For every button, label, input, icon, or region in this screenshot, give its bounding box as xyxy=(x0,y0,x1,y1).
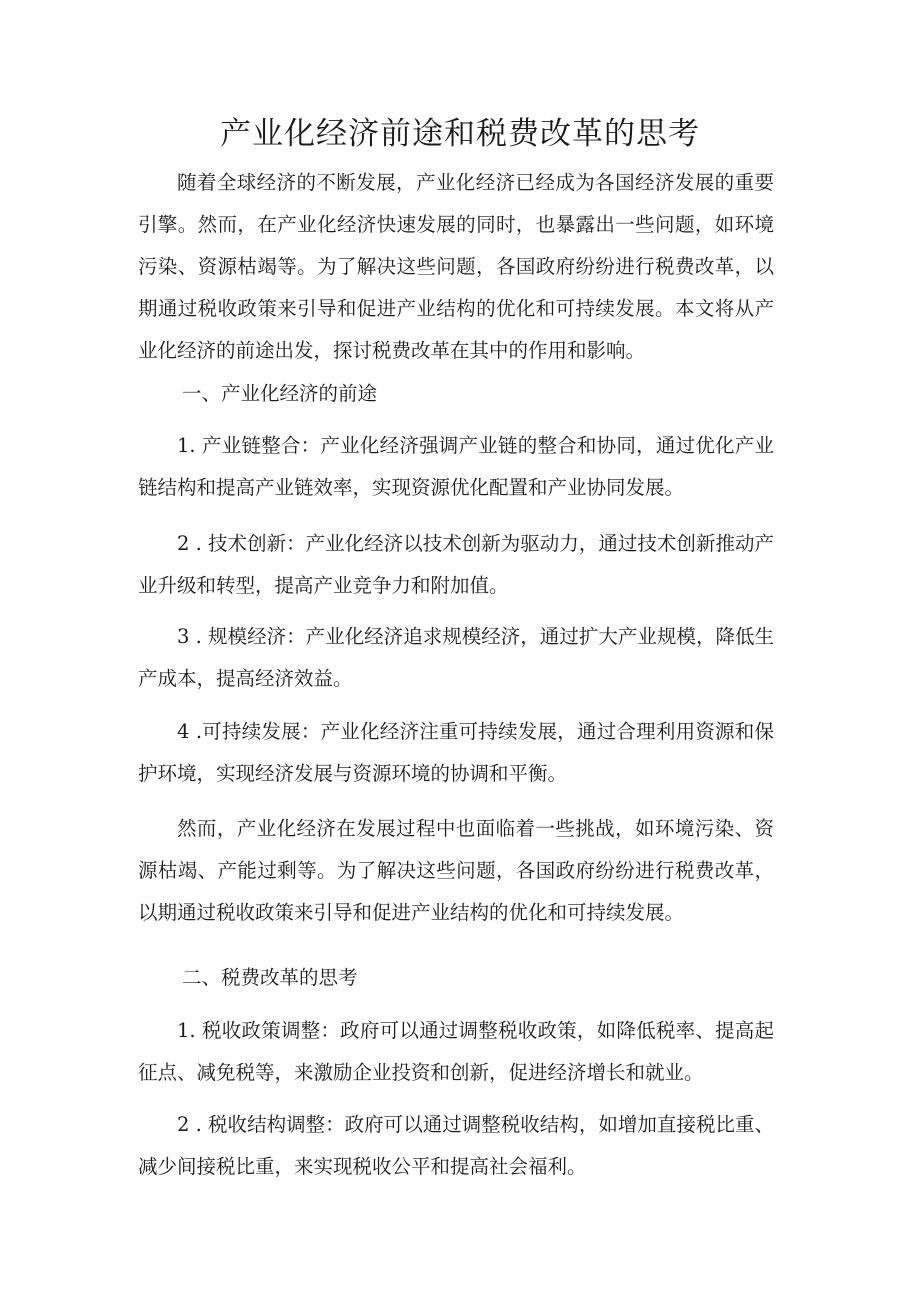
section2-item-2: 2 . 税收结构调整：政府可以通过调整税收结构，如增加直接税比重、减少间接税比重，来实现税收公平和提高社会福利。 xyxy=(138,1113,774,1178)
document-title: 产业化经济前途和税费改革的思考 xyxy=(220,116,700,152)
section2-heading: 二、税费改革的思考 xyxy=(182,966,358,989)
intro-paragraph: 随着全球经济的不断发展，产业化经济已经成为各国经济发展的重要引擎。然而，在产业化经济快速发展的同时，也暴露出一些问题，如环境污染、资源枯竭等。为了解决这些问题，各国政府纷纷进行税费改革，以期通过税收政策来引导和促进产业结构的优化和可持续发展。本文将从产业化经济的前途出发，探讨税费改革在其中的作用和影响。 xyxy=(138,171,774,362)
section1-closing-paragraph: 然而，产业化经济在发展过程中也面临着一些挑战，如环境污染、资源枯竭、产能过剩等。为了解决这些问题，各国政府纷纷进行税费改革，以期通过税收政策来引导和促进产业结构的优化和可持续发展。 xyxy=(138,817,774,924)
section1-item-3: 3 . 规模经济：产业化经济追求规模经济，通过扩大产业规模，降低生产成本，提高经济效益。 xyxy=(138,625,774,690)
section1-item-1: 1. 产业链整合：产业化经济强调产业链的整合和协同，通过优化产业链结构和提高产业链效率，实现资源优化配置和产业协同发展。 xyxy=(138,434,774,499)
section1-item-4: 4 .可持续发展：产业化经济注重可持续发展，通过合理利用资源和保护环境，实现经济发展与资源环境的协调和平衡。 xyxy=(138,720,774,785)
section2-item-1: 1. 税收政策调整：政府可以通过调整税收政策，如降低税率、提高起征点、减免税等，来激励企业投资和创新，促进经济增长和就业。 xyxy=(138,1019,774,1084)
section1-item-2: 2 . 技术创新：产业化经济以技术创新为驱动力，通过技术创新推动产业升级和转型，提高产业竞争力和附加值。 xyxy=(138,532,774,597)
section1-heading: 一、产业化经济的前途 xyxy=(182,382,378,405)
